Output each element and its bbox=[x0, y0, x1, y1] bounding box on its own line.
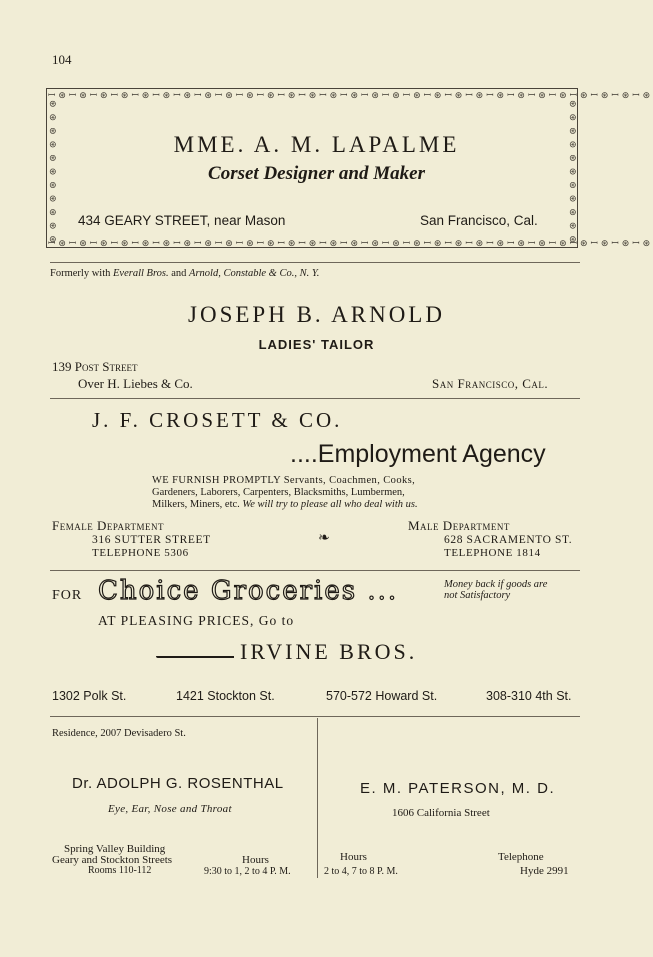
arnold-formerly-firm1: Everall Bros. bbox=[113, 268, 169, 279]
irvine-addr-3: 570-572 Howard St. bbox=[326, 689, 438, 703]
divider-2 bbox=[50, 398, 580, 399]
rosenthal-bldg-2: Geary and Stockton Streets bbox=[52, 854, 173, 866]
hand-ornament-icon: ❧ bbox=[318, 530, 330, 546]
crosett-female-title: Female Department bbox=[52, 518, 164, 533]
arnold-address-2: Over H. Liebes & Co. bbox=[78, 376, 193, 391]
divider-1 bbox=[50, 262, 580, 263]
irvine-pleasing: AT PLEASING PRICES, Go to bbox=[98, 613, 295, 628]
arnold-formerly-firm2: Arnold, Constable & Co., N. Y. bbox=[189, 268, 320, 279]
arnold-city: San Francisco, Cal. bbox=[432, 376, 549, 391]
crosett-male-title: Male Department bbox=[408, 518, 510, 533]
crosett-name: J. F. CROSETT & CO. bbox=[92, 408, 343, 432]
paterson-telephone-label: Telephone bbox=[498, 851, 544, 863]
rosenthal-rooms: Rooms 110-112 bbox=[88, 865, 152, 876]
irvine-for: FOR bbox=[52, 588, 83, 603]
divider-4 bbox=[50, 716, 580, 717]
lapalme-city: San Francisco, Cal. bbox=[420, 213, 538, 228]
arnold-title: LADIES' TAILOR bbox=[258, 337, 375, 352]
rosenthal-name: Dr. ADOLPH G. ROSENTHAL bbox=[72, 775, 284, 792]
paterson-address: 1606 California Street bbox=[392, 807, 490, 819]
crosett-line-3 bbox=[152, 499, 418, 510]
crosett-female-phone: TELEPHONE 5306 bbox=[92, 547, 189, 559]
paterson-telephone: Hyde 2991 bbox=[520, 865, 569, 877]
page-number: 104 bbox=[52, 52, 72, 67]
arnold-name: JOSEPH B. ARNOLD bbox=[188, 302, 445, 327]
frame-border-left: ⊛⊛⊛⊛⊛⊛⊛⊛⊛⊛⊛ bbox=[47, 100, 57, 249]
crosett-agency: ....Employment Agency bbox=[290, 440, 546, 468]
arnold-address-1: 139 Post Street bbox=[52, 359, 138, 374]
crosett-female-address: 316 SUTTER STREET bbox=[92, 534, 211, 546]
lapalme-name: MME. A. M. LAPALME bbox=[173, 132, 460, 157]
crosett-male-phone: TELEPHONE 1814 bbox=[444, 547, 541, 559]
rosenthal-bldg-1: Spring Valley Building bbox=[64, 843, 166, 855]
frame-border-top: ꟷ⊛ꟷ⊛ꟷ⊛ꟷ⊛ꟷ⊛ꟷ⊛ꟷ⊛ꟷ⊛ꟷ⊛ꟷ⊛ꟷ⊛ꟷ⊛ꟷ⊛ꟷ⊛ꟷ⊛ꟷ⊛ꟷ⊛ꟷ⊛ꟷ⊛ꟷ⊛ꟷ⊛ꟷ⊛ꟷ⊛ꟷ⊛ꟷ⊛ꟷ⊛ꟷ⊛ꟷ⊛ꟷ⊛ bbox=[48, 91, 653, 101]
rosenthal-residence: Residence, 2007 Devisadero St. bbox=[52, 728, 186, 739]
crosett-line-3b: We will try to please all who deal with us. bbox=[242, 499, 418, 510]
paterson-hours-label: Hours bbox=[340, 851, 367, 863]
rosenthal-specialty: Eye, Ear, Nose and Throat bbox=[108, 803, 232, 815]
arnold-formerly bbox=[50, 268, 319, 279]
irvine-name: IRVINE BROS. bbox=[240, 639, 418, 664]
lapalme-tagline: Corset Designer and Maker bbox=[208, 163, 425, 184]
crosett-male-address: 628 SACRAMENTO ST. bbox=[444, 534, 573, 546]
paterson-hours: 2 to 4, 7 to 8 P. M. bbox=[324, 866, 398, 877]
irvine-swash-icon bbox=[156, 656, 234, 658]
lapalme-address: 434 GEARY STREET, near Mason bbox=[78, 213, 286, 228]
paterson-name: E. M. PATERSON, M. D. bbox=[360, 780, 556, 797]
crosett-line-3a: Milkers, Miners, etc. bbox=[152, 499, 240, 510]
arnold-formerly-prefix: Formerly with bbox=[50, 268, 111, 279]
irvine-headline: Choice Groceries ... bbox=[98, 576, 399, 606]
divider-3 bbox=[50, 570, 580, 571]
irvine-money-back-2: not Satisfactory bbox=[444, 590, 511, 601]
frame-border-bottom: ꟷ⊛ꟷ⊛ꟷ⊛ꟷ⊛ꟷ⊛ꟷ⊛ꟷ⊛ꟷ⊛ꟷ⊛ꟷ⊛ꟷ⊛ꟷ⊛ꟷ⊛ꟷ⊛ꟷ⊛ꟷ⊛ꟷ⊛ꟷ⊛ꟷ⊛ꟷ⊛ꟷ⊛ꟷ⊛ꟷ⊛ꟷ⊛ꟷ⊛ꟷ⊛ꟷ⊛ꟷ⊛ꟷ⊛ bbox=[48, 239, 653, 249]
rosenthal-hours-label: Hours bbox=[242, 854, 269, 866]
arnold-formerly-and: and bbox=[171, 268, 187, 279]
crosett-line-1: WE FURNISH PROMPTLY Servants, Coachmen, Cooks, bbox=[152, 475, 416, 486]
rosenthal-hours: 9:30 to 1, 2 to 4 P. M. bbox=[204, 866, 291, 877]
frame-border-right: ⊛⊛⊛⊛⊛⊛⊛⊛⊛⊛⊛ bbox=[567, 100, 577, 249]
crosett-line-2: Gardeners, Laborers, Carpenters, Blacksmiths, Lumbermen, bbox=[152, 487, 405, 498]
irvine-addr-4: 308-310 4th St. bbox=[486, 689, 572, 703]
irvine-money-back-1: Money back if goods are bbox=[444, 579, 548, 590]
irvine-addr-2: 1421 Stockton St. bbox=[176, 689, 275, 703]
irvine-addr-1: 1302 Polk St. bbox=[52, 689, 127, 703]
column-divider bbox=[317, 718, 318, 878]
